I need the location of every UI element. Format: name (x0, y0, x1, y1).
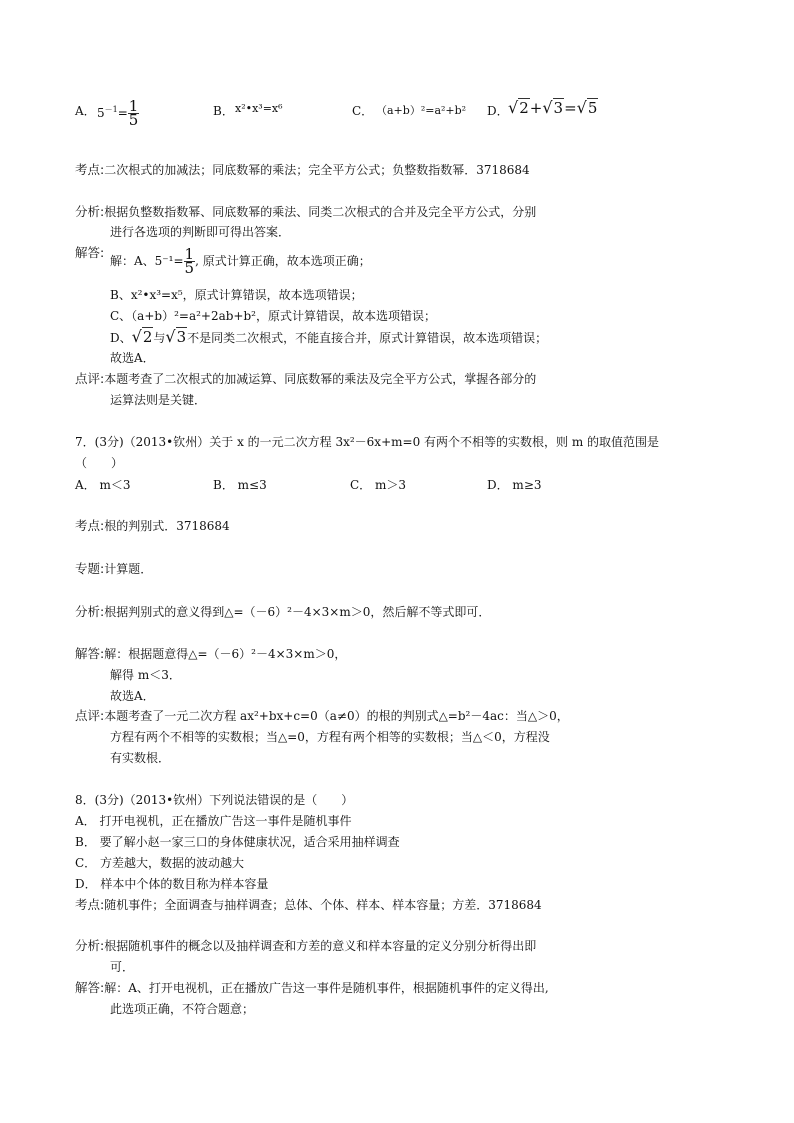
q6-option-d-r1: 2 (519, 99, 529, 117)
q6-jieda-d-r1: 2 (142, 328, 153, 346)
q6-kaodian-text: 二次根式的加减法；同底数幂的乘法；完全平方公式；负整数指数幂．3718684 (104, 163, 530, 177)
q6-jieda-a-pre: 解：A、5⁻¹= (110, 254, 184, 268)
q7-zhuanti (75, 561, 152, 577)
q7-dianping-line2: 方程有两个不相等的实数根；当△=0，方程有两个相等的实数根；当△＜0，方程没 (110, 730, 550, 744)
q8-option-c: C． 方差越大，数据的波动越大 (75, 856, 244, 870)
q8-option-d: D． 样本中个体的数目称为样本容量 (75, 877, 269, 891)
q7-fenxi-text: 根据判别式的意义得到△=（－6）²－4×3×m＞0，然后解不等式即可． (104, 605, 491, 619)
q6-jieda-a-fraction (184, 245, 196, 277)
q7-dianping-line3: 有实数根． (110, 751, 171, 765)
q7-option-b: B． m≤3 (213, 478, 267, 492)
q7-kaodian-label: 考点: (75, 518, 105, 533)
q6-option-a (97, 97, 139, 129)
q7-option-d: D． m≥3 (487, 478, 542, 492)
q6-fenxi-label: 分析: (75, 204, 105, 219)
q6-option-d-sqrt3: √3 (542, 98, 564, 117)
q7-dianping (75, 708, 569, 724)
q7-zhuanti-text: 计算题． (104, 562, 153, 576)
q6-option-d-sqrt5: √5 (576, 98, 598, 117)
q8-stem: 8．(3分)（2013•钦州）下列说法错误的是（ ） (75, 793, 354, 807)
q7-fenxi-label: 分析: (75, 604, 105, 619)
q6-jieda-a-den: 5 (184, 259, 195, 277)
q8-kaodian-label: 考点: (75, 897, 105, 912)
q6-option-a-den: 5 (128, 111, 139, 129)
q8-fenxi (75, 938, 536, 954)
q6-option-a-fraction (128, 97, 140, 129)
q6-option-d-r3: 5 (587, 99, 598, 117)
q6-jieda-d-pre: D、 (110, 331, 132, 345)
q6-option-a-label: A． (75, 104, 96, 118)
q8-fenxi-line2: 可． (110, 960, 135, 974)
q6-kaodian-label: 考点: (75, 162, 105, 177)
q6-jieda-d-r2: 3 (176, 328, 187, 346)
q6-jieda-c: C、（a+b）²=a²+2ab+b²，原式计算错误，故本选项错误； (110, 309, 436, 323)
q6-option-d-eq: = (564, 99, 577, 117)
q6-jieda-a-num: 1 (184, 245, 195, 263)
q7-option-a: A． m＜3 (75, 478, 131, 492)
q6-jieda-d-post: 不是同类二次根式，不能直接合并，原式计算错误，故本选项错误； (187, 331, 548, 345)
q7-stem-line1: 7．(3分)（2013•钦州）关于 x 的一元二次方程 3x²－6x+m=0 有两个不相等的实数根，则 m 的取值范围是 (75, 435, 660, 449)
q6-option-c-label: C． (352, 104, 374, 118)
q6-kaodian (75, 162, 530, 178)
q7-jieda-line3: 故选A． (110, 689, 155, 703)
q6-jieda-d-mid: 与 (153, 331, 166, 345)
q8-jieda (75, 980, 549, 996)
q8-kaodian-text: 随机事件；全面调查与抽样调查；总体、个体、样本、样本容量；方差．3718684 (104, 898, 542, 912)
q6-jieda-a-post: , 原式计算正确，故本选项正确； (195, 254, 371, 268)
q6-jieda-b: B、x²•x³=x⁵，原式计算错误，故本选项错误； (110, 288, 363, 302)
q6-fenxi-line1: 根据负整数指数幂、同底数幂的乘法、同类二次根式的合并及完全平方公式，分别 (104, 205, 537, 219)
q6-option-d-label: D． (487, 104, 509, 118)
q6-jieda-choose: 故选A． (110, 351, 155, 365)
q7-jieda-line1: 解：根据题意得△=（－6）²－4×3×m＞0， (104, 647, 347, 661)
q8-jieda-label: 解答: (75, 980, 105, 995)
q6-dianping-label: 点评: (75, 371, 105, 386)
q8-jieda-line1: 解：A、打开电视机，正在播放广告这一事件是随机事件，根据随机事件的定义得出, (104, 981, 549, 995)
q7-jieda-line2: 解得 m＜3． (110, 668, 181, 682)
q8-jieda-line2: 此选项正确，不符合题意； (110, 1002, 255, 1016)
q6-option-d-plus: + (529, 99, 543, 117)
q7-stem-line2: （ ） (75, 456, 124, 470)
q6-jieda-label (75, 245, 104, 261)
q6-option-d-r2: 3 (553, 99, 564, 117)
q7-kaodian (75, 518, 230, 534)
q6-dianping (75, 371, 536, 387)
q6-option-a-eq: = (117, 106, 128, 120)
q6-jieda-d (110, 329, 547, 346)
q7-dianping-label: 点评: (75, 708, 105, 723)
q6-option-a-base: 5 (97, 106, 105, 120)
q6-option-c: （a+b）²=a²+b² (376, 104, 467, 117)
q7-option-c: C． m＞3 (350, 478, 407, 492)
q7-jieda (75, 646, 346, 662)
q8-kaodian (75, 897, 542, 913)
q6-option-a-num: 1 (128, 97, 139, 115)
q8-fenxi-line1: 根据随机事件的概念以及抽样调查和方差的意义和样本容量的定义分别分析得出即 (104, 939, 537, 953)
q6-jieda-a (110, 245, 371, 277)
q8-option-b: B． 要了解小赵一家三口的身体健康状况，适合采用抽样调查 (75, 835, 400, 849)
q8-fenxi-label: 分析: (75, 938, 105, 953)
q6-option-d (508, 98, 598, 117)
q7-fenxi (75, 604, 490, 620)
q6-jieda-d-sqrt3: √3 (165, 327, 187, 346)
q6-option-b-label: B． (213, 104, 234, 118)
q6-jieda-d-sqrt2: √2 (131, 327, 153, 346)
q6-jieda-label-text: 解答: (75, 245, 105, 260)
q6-dianping-line1: 本题考查了二次根式的加减运算、同底数幂的乘法及完全平方公式，掌握各部分的 (104, 372, 537, 386)
q7-jieda-label: 解答: (75, 646, 105, 661)
q7-zhuanti-label: 专题: (75, 561, 105, 576)
q7-dianping-line1: 本题考查了一元二次方程 ax²+bx+c=0（a≠0）的根的判别式△=b²－4ac：当△＞0， (104, 709, 569, 723)
q6-option-a-exp: －1 (104, 105, 118, 114)
q6-dianping-line2: 运算法则是关键． (110, 393, 207, 407)
q6-fenxi (75, 204, 536, 220)
q6-option-d-sqrt2: √2 (508, 98, 529, 117)
q6-fenxi-line2: 进行各选项的判断即可得出答案． (110, 225, 291, 239)
q7-kaodian-text: 根的判别式．3718684 (104, 519, 230, 533)
q6-option-b: x²•x³=x⁶ (235, 102, 283, 115)
q8-option-a: A． 打开电视机，正在播放广告这一事件是随机事件 (75, 814, 352, 828)
